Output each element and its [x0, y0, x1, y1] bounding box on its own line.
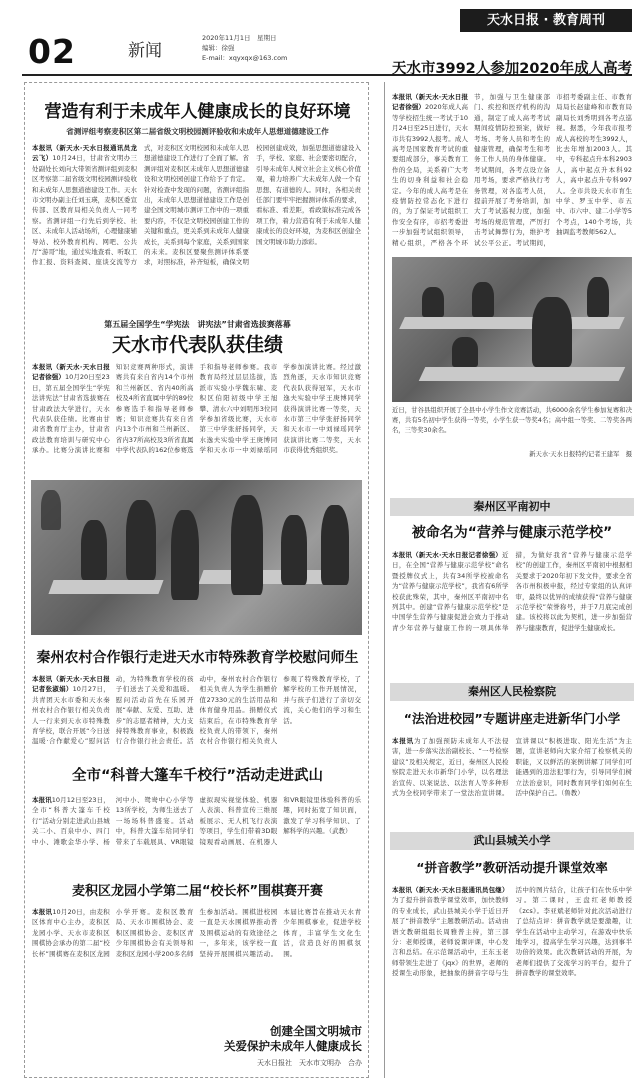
slogan-org: 天水日报社 天水市文明办 合办 [257, 1059, 362, 1067]
photo-credit: 新天水·天水日报特约记者王建军 摄 [529, 451, 632, 458]
masthead-info [202, 33, 332, 63]
a1-subtitle: 省测评组考察麦积区第二届省级文明校园测评验收和未成年人思想道德建设工作 [66, 127, 329, 136]
a7-body [392, 550, 632, 676]
a8-text: 为了加强预防未成年人不法侵害，进一步落实法治副校长、“一号检察建议”及相关规定，近日，秦州区人民检察院走进天水市新华门小学，以名理法治宣传、以案说法、以法育人等多种形式为全校同学带来了一堂法治宣讲课。宣讲课以“积极进取、阳光生活”为主题，宣讲老师向大家介绍了检察机关的职能，又以鲜活的案例讲解了同学们可能遇到的违法犯罪行为，引导同学们树立法治意识，同时教育同学们如何在生活中保护自己。（鲁教） [392, 737, 632, 798]
a7-lead: 本报讯（新天水·天水日报记者徐强） [392, 551, 502, 559]
classroom-photo [31, 480, 362, 635]
a6-title: 天水市3992人参加2020年成人高考 [391, 61, 633, 77]
a5-title: 麦积区龙园小学第二届“校长杯”围棋赛开赛 [71, 884, 324, 899]
a4-body [32, 795, 361, 865]
a9-text: 为了提升拼音教学课堂效率，加快教师的专业成长，武山县城关小学于近日开展了“拼音教学”主题教研活动。活动由语文教研组组长周雅普主持，第三部分：老师授课，老师说课评课，中心发言和总结。在示范课活动中，王东玉老师带领生走进了《jqx》的世界，老师的授课生动形象，把抽象的拼音字母与生活中的图片结合，让孩子们在快乐中学习。第二课时，王盘红老师教授《zcs》。李亚斌老师针对此次活动进行了总结点评：拼音教学就是要激趣，让学生在活动中主动学习，在游戏中快乐地学习，提高学生学习兴趣，达到事半功倍的效果。此次教研活动的开展，为老师们提供了交流学习的平台，提升了拼音教学的课堂效率。 [392, 886, 632, 978]
a2-body [32, 362, 361, 474]
competition-photo [392, 257, 632, 402]
a1-text: 10月24日，甘肃省文明办三处副处长刘向大带领省测评组到麦积区考察第二届省级文明校园测评验收和未成年人思想道德建设工作。天水市文明办副主任刘玉瑛，麦积区委宣传部、区教育局相关负责人一同考察。省测评组一行先后到学校、社区、未成年人活动场所，心理健康辅导站、校外教育机构、网吧、公共厅“游哥”地，通过实地查看、听取工作汇报、资料查阅、座谈交流等方式，对麦积区文明校园和未成年人思想道德建设工作进行了全面了解。省测评组对麦积区未成年人思想道德建设和文明校园创建工作给予了肯定。针对检查中发现的问题，省测评组指出，未成年人思想道德建设工作是创建全国文明城市测评工作中的一项重要内容，不仅是文明校园创建工作的关键和重点，更关系到未成年人健康成长，关系到每个家庭，关系到国家的未来。麦积区要聚焦测评体系要求，对照标准，补齐短板，确保文明校园创建成效，加强思想道德建设入手，学校、家庭、社会要密切配合，引导未成年人树立社会主义核心价值观，着力培养广大未成年人做一个有思想、有道德的人。同时，各相关责任部门要牢牢把握测评体系的要求，看标准、看差距，看政策标准完成各项工作，着力营造有利于未成年人健康成长的良好环境，为麦积区创建全国文明城市助力添彩。 [32, 144, 361, 267]
a9-lead: 本报讯（新天水·天水日报通讯员包继） [392, 886, 509, 894]
a9-title: “拼音教学”教研活动提升课堂效率 [416, 860, 608, 875]
a5-text: 10月20日，由麦积区体育中心主办，麦积区龙园小学、天水市麦积区围棋协会承办的第二届“校长杯”围棋赛在麦积区龙园小学开赛。麦积区教育局、天水市围棋协会、麦积区围棋协会、麦积区青少年围棋协会有关领导和麦积区龙园小学200多名师生参加活动。围棋进校园一直是天水围棋界推动普及围棋运动的有效途径之一，多年来，该学校一直坚持开展围棋兴趣活动。本届比赛旨在推动天水青少年围棋事业，促进学校体育，丰富学生文化生活，营造良好的围棋氛围。 [32, 908, 361, 958]
a1-body [32, 143, 361, 311]
a3-body [32, 674, 361, 758]
right-column-rule [384, 82, 385, 1078]
a3-lead: 本报讯（新天水·天水日报记者张淑娟） [32, 675, 110, 694]
section-name: 新闻 [128, 41, 162, 61]
a7-band: 秦州区平南初中 [390, 498, 634, 516]
a2-title: 天水市代表队获佳绩 [111, 334, 283, 356]
a8-body [392, 736, 632, 838]
a7-title: 被命名为“营养与健康示范学校” [411, 525, 613, 541]
date-line: 2020年11月1日 星期日 [202, 34, 277, 42]
page-number: 02 [28, 32, 76, 71]
a6-text: 2020年成人高等学校招生统一考试于10月24日至25日进行，天水市共有3992人报考。成人高考是国家教育考试的重要组成部分，事关教育工作的全局，关系着广大考生的切身利益和社会稳定。今年的成人高考是在疫情防控常态化下进行的，为了保证考试组织工作安全有序，市招考委进一步加强考试组织领导，精心组织，严格各个环节，加强与卫生健康部门、疾控和医疗机构的沟通，制定了成人高考考试期间疫情防控预案，做好考场、考务人员和考生的健康管理，确保考生和考务工作人员的身体健康。考试期间，各考点设立备用考场，要求严格执行考务管理，对各监考人员，提前开展了考务培训，加大了考试巡视力度，加强考场的规范管理，严厉打击考试舞弊行为，维护考试公平公正。考试期间，市招考委副主任、市教育局局长赵建峰和市教育局副局长刘秀明到各考点巡视。据悉，今年我市报考成人高校的考生3992人，比去年增加2003人。其中，专科起点升本科2903人，高中起点升本科92人，高中起点升专科997人。全市共设天水市育生中学、罗玉中学、市五中、市六中、建二小学等5个考点，140个考场，共抽调监考教师562人。 [392, 93, 632, 247]
a2-kicker: 第五届全国学生“学宪法 讲宪法”甘肃省选拔赛落幕 [104, 320, 291, 329]
a3-title: 秦州农村合作银行走进天水市特殊教育学校慰问师生 [36, 650, 359, 666]
a1-lead: 本报讯（新天水·天水日报通讯员龙云飞） [32, 144, 137, 163]
a1-title: 营造有利于未成年人健康成长的良好环境 [44, 102, 351, 122]
slogan-line2: 关爱保护未成年人健康成长 [224, 1039, 362, 1053]
a2-lead: 本报讯（新天水·天水日报记者徐强） [32, 363, 110, 382]
email-line: E-mail：xqyxqx@163.com [202, 54, 288, 62]
a4-lead: 本报讯 [32, 796, 52, 804]
a9-body [392, 885, 632, 1077]
a6-body [392, 92, 632, 252]
brand-label: 天水日报 · 教育周刊 [487, 13, 605, 28]
a5-body [32, 907, 361, 1019]
a9-band: 武山县城关小学 [390, 832, 634, 850]
a6-lead: 本报讯（新天水·天水日报记者徐强） [392, 93, 468, 112]
a3-text: 10月27日，共青团天水市委和天水秦州农村合作银行相关负责人一行来到天水市特殊教育学校，联合开展“今日送温暖·合作献爱心”慰问活动，为特殊教育学校的孩子们送去了关爱和温暖。慰问活动首先在乐园开展“奉献、友爱、互助、进步”的志愿者精神，大力支持特殊教育事业，积极践行合作银行社会责任。活动中，秦州农村合作银行相关负责人为学生捐赠价值27330元的生活用品和体育健身用品。捐赠仪式结束后，在市特殊教育学校负责人的带领下，秦州农村合作银行相关负责人参观了特殊教育学校，了解学校的工作开展情况，并与孩子们进行了亲切交流，关心他们的学习和生活。 [32, 675, 361, 746]
a5-lead: 本报讯 [32, 908, 53, 916]
slogan-line1: 创建全国文明城市 [270, 1024, 362, 1038]
a8-title: “法治进校园”专题讲座走进新华门小学 [403, 711, 621, 726]
a2-text: 10月20日至23日，第五届全国学生“学宪法讲宪法”甘肃省选拔赛在甘肃政法大学进行，天水代表队获佳绩。比赛由甘肃省教育厅主办，甘肃省政法教育培训与研究中心承办。比赛分演讲比赛和知识竞赛两种形式，演讲赛共有来自省内14个市州和兰州新区、省内40所高校及4所省直属中学的89位参赛选手和指导老师参赛；知识竞赛共有来自省内13个市州和兰州新区、省内37所高校及3所省直属中学代表队的162位参赛选手和指导老师参赛。我市教育局经过层层选拔，选派市实验小学魏东啸、麦积区伯阳初级中学王旭攀、清水六中刘明彤3位同学参加省级比赛，天水市第三中学张舒扬同学，天水逸夫实验中学王庚博同学和天水市一中刘禄瑶同学参加演讲比赛。经过激烈角逐，天水市知识竞赛代表队获得冠军，天水市逸夫实验中学王庚博同学获得演讲比赛一等奖，天水市第三中学张舒扬同学和天水市一中刘禄瑶同学获演讲比赛二等奖，天水市获得优秀组织奖。 [32, 363, 361, 455]
a4-text: 10月12日至23日，全市“科普大篷车千校行”活动分别走进武山县城关二小、百泉中小、四门中小、滩歌金华小学、杨河中小、鸳鸯中心小学等13所学校，为师生送去了一场场科普盛宴。活动中，科普大篷车给同学们带来了车载展具、VR眼镜虚拟现实视觉体验、机器人表演、科普宣传三维展板展示、无人机飞行表演等项目，学生们带着3D眼镜观看动画展、在机器人和VR眼镜里体验科普的乐趣，同时拓宽了知识面，激发了学习科学知识、了解科学的兴趣。 [32, 796, 361, 846]
a4-byline: （武教） [328, 827, 352, 836]
slogan-box [110, 1024, 362, 1072]
brand-bar [460, 9, 632, 32]
a8-band: 秦州区人民检察院 [390, 683, 634, 701]
photo-caption: 近日，甘谷县组织开展了全县中小学生作文竞赛活动，共6000余名学生参加复赛和决赛，共有5名初中学生获得一等奖，小学生获一等奖4名；高中组一等奖、二等奖各两名，三等奖30余名。 [392, 407, 632, 434]
editor-line: 编辑：徐强 [202, 44, 235, 52]
a4-title: 全市“科普大篷车千校行”活动走进武山 [71, 768, 324, 784]
a8-lead: 本报讯 [392, 737, 414, 745]
a7-text: 近日，在全国“营养与健康示范学校”命名暨授牌仪式上，共有34所学校被命名为“营养与健康示范学校”，我省有6所学校获此殊荣，其中，秦州区平南初中名列其中。创建“营养与健康示范学校”是中国学生营养与健康促进会致力于推动青少年营养与健康工作的一项具体举措，为做好我省“营养与健康示范学校”的创建工作，秦州区平南初中根据相关要求于2020年初下发文件，要求全省各市州积极申报，经过专家组的认真评审，最终以优异的成绩获得“营养与健康示范学校”荣誉称号，并于7月底完成创建。该校将以此为契机，进一步加强营养与健康教育，促进学生健康成长。 [392, 551, 632, 632]
